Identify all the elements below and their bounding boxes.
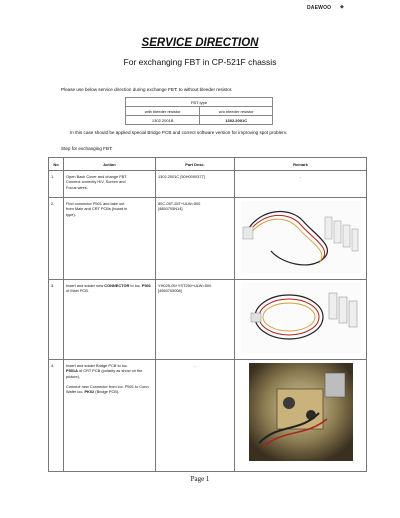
step-number: 1. (49, 171, 64, 198)
connector-cable-photo (241, 201, 361, 273)
fbt-value-without-bleeder: 1302.2001C (200, 116, 273, 125)
step-number: 2. (49, 198, 64, 280)
fbt-type-table (125, 97, 273, 125)
step-remark (235, 360, 367, 472)
header-part-desc: Part Desc. (156, 158, 235, 171)
step-part (156, 171, 235, 198)
step-remark (235, 280, 367, 360)
step-part (156, 198, 235, 280)
part-line: - (194, 363, 196, 368)
header-no: No (49, 158, 64, 171)
page-subtitle: For exchanging FBT in CP-521F chassis (123, 57, 277, 67)
fbt-col-without-bleeder: w/o bleeder resistor (200, 107, 273, 116)
note-text: In this case should be applied special Bridge PCB and correct software version for improving spot problem. (70, 130, 288, 135)
header-action: Action (64, 158, 156, 171)
step-action (64, 360, 156, 472)
bridge-pcb-photo (249, 363, 353, 461)
action-text: Insert and solder Bridge PCB to loc. (66, 363, 128, 368)
action-line: from Main and CRT PCBs (board in (66, 206, 128, 212)
steps-table (48, 157, 367, 472)
action-text: to loc. (129, 283, 142, 288)
table-row (49, 198, 367, 280)
steps-header-row (49, 158, 367, 171)
step-remark: - (235, 171, 367, 198)
fbt-type-caption: FBT type (126, 98, 273, 107)
page-title: SERVICE DIRECTION (141, 37, 259, 49)
step-remark (235, 198, 367, 280)
step-action (64, 198, 156, 280)
step-action (64, 280, 156, 360)
action-bold: CONNECTOR (104, 283, 130, 288)
intro-text: Please use below service direction during exchange FBT: to without bleeder resistor. (61, 87, 233, 92)
part-line: YH025-05+YST250+ULW=500 (158, 283, 212, 288)
header-remark: Remark (235, 158, 367, 171)
step-part (156, 360, 235, 472)
part-line: 1302.2001C [50H0000377] (158, 174, 205, 179)
action-line: Connect correctly H/V, Screen and (66, 179, 126, 185)
table-row (49, 171, 367, 198)
step-number: 4. (49, 360, 64, 472)
part-line: [4950705008] (158, 288, 182, 294)
step-number: 3. (49, 280, 64, 360)
part-line: 80C-05T-25T+ULW=500 (158, 201, 201, 206)
action-text: of CRT PCB (polarity as show on the picture). (66, 368, 143, 379)
action-line: Find connector P501 and take out (66, 201, 125, 206)
new-connector-photo (241, 283, 361, 353)
action-line: type). (66, 211, 76, 217)
action-text: Connect new Connector from loc. P501 to Conn Wafer loc. (66, 383, 149, 395)
action-text: of Main PCB. (66, 288, 89, 294)
action-bold: PK02 (84, 389, 95, 395)
step-action (64, 171, 156, 198)
page-number: Page 1 (190, 475, 210, 483)
action-bold: P501A (66, 368, 78, 374)
table-row (49, 280, 367, 360)
fbt-value-with-bleeder: 1302.2001B (126, 116, 200, 125)
step-label: Step for exchanging FBT: (61, 146, 113, 151)
action-text: (Bridge PCB). (94, 389, 120, 395)
action-bold: P501 (141, 283, 151, 288)
action-line: Focus wires. (66, 184, 88, 190)
action-line: Open Back Cover and change FBT. (66, 174, 128, 179)
action-text: Insert and solder new (66, 283, 105, 288)
part-line: [4850705N14] (158, 206, 183, 212)
action-paragraph (66, 363, 153, 379)
brand-logo: DAEWOO (307, 5, 332, 11)
step-part (156, 280, 235, 360)
action-paragraph (66, 384, 153, 395)
fbt-col-with-bleeder: with bleeder resistor (126, 107, 200, 116)
header-mark: ◆ (340, 4, 344, 10)
table-row (49, 360, 367, 472)
